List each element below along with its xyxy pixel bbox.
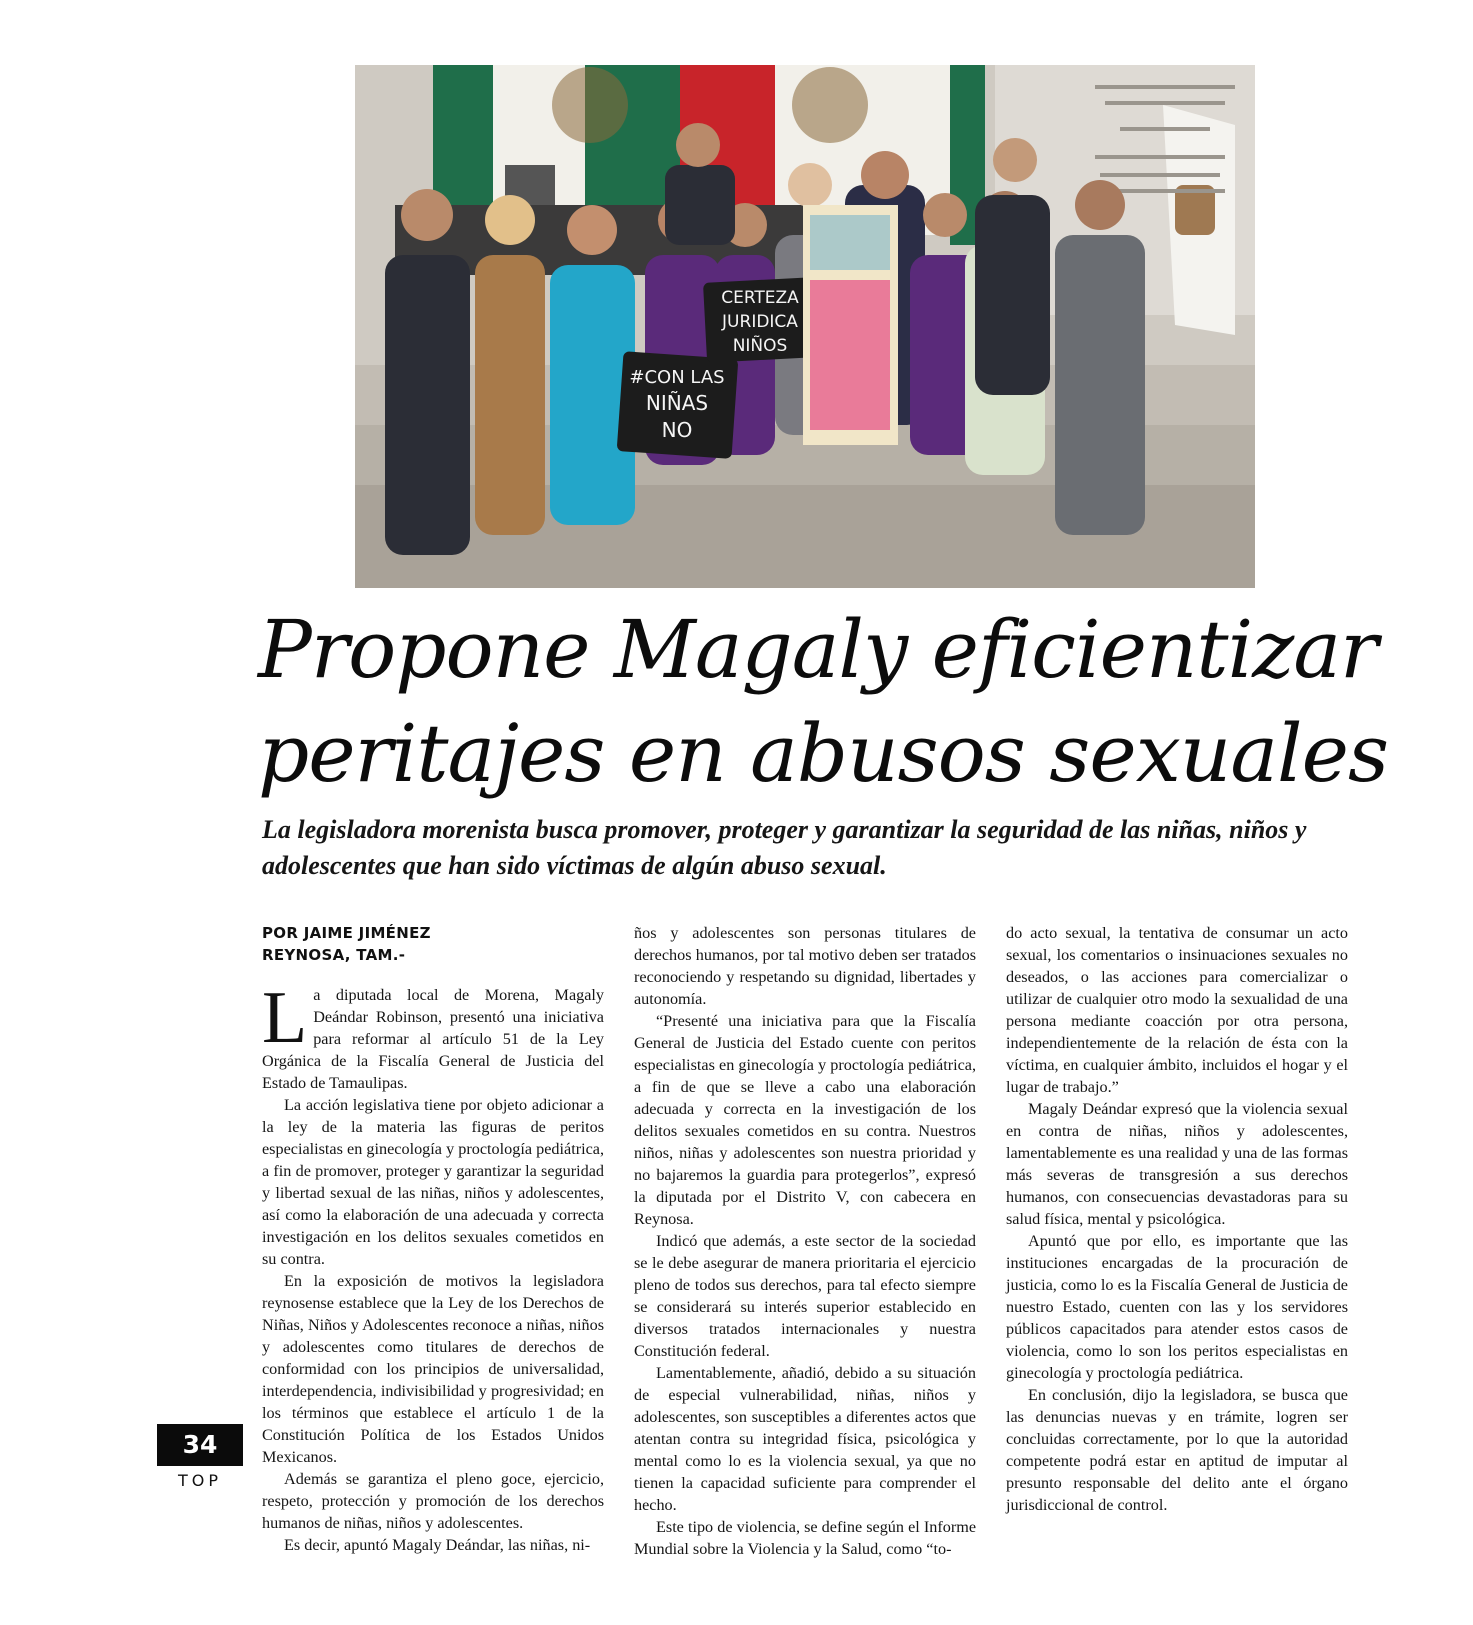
sign-1-line-2: NIÑAS xyxy=(645,391,709,415)
protest-sign-2 xyxy=(703,277,817,363)
sign-1-line-3: NO xyxy=(661,418,693,442)
publication-label: TOP xyxy=(177,1471,222,1490)
byline xyxy=(262,922,602,966)
paragraph-11: do acto sexual, la tentativa de consumar un acto sexual, los comentarios o insinuaciones sexuales no deseados, o las acciones para comercializar o utilizar de cualquier otro modo la sexualidad de una persona mediante coacción por otra persona, independientemente de la relación de ésta con la víctima, en cualquier ámbito, incluidos el hogar y el lugar de trabajo.” xyxy=(1006,924,1348,1096)
paragraph-12: Magaly Deándar expresó que la violencia sexual en contra de niñas, niños y adolescentes, lamentablemente es una realidad y una de las formas más severas de transgresión a sus derechos humanos, con consecuencias devastadoras para su salud física, mental y psicológica. xyxy=(1006,1100,1348,1228)
page-number: 34 xyxy=(157,1424,243,1466)
paragraph-1 xyxy=(262,977,604,1094)
drop-cap: L xyxy=(262,977,308,1059)
poster-banner xyxy=(803,205,898,445)
protest-sign-1 xyxy=(617,351,739,459)
article-headline xyxy=(258,598,1389,806)
article-column-2 xyxy=(634,922,976,1560)
coat-of-arms-icon xyxy=(792,67,868,143)
paragraph-1-text: a diputada local de Morena, Magaly Deándar Robinson, presentó una iniciativa para reformar al artículo 51 de la Ley Orgánica de la Fiscalía General de Justicia del Estado de Tamaulipas. xyxy=(262,986,604,1092)
paragraph-13: Apuntó que por ello, es importante que las instituciones encargadas de la procuración de justicia, como lo es la Fiscalía General de Justicia de nuestro Estado, cuenten con las y los servidores públicos capacitados para atender estos casos de violencia, como lo son los peritos especialistas en ginecología y proctología pediátrica. xyxy=(1006,1232,1348,1382)
paragraph-6: ños y adolescentes son personas titulares de derechos humanos, por tal motivo deben ser tratados reconociendo y respetando su dignidad, libertades y autonomía. xyxy=(634,924,976,1008)
paragraph-7: “Presenté una iniciativa para que la Fiscalía General de Justicia del Estado cuente con peritos especialistas en ginecología y proctología pediátrica, a fin de que se lleve a cabo una elaboración adecuada y correcta en la investigación de los delitos sexuales cometidos en su contra. Nuestros niños, niñas y adolescentes son nuestra prioridad y no bajaremos la guardia para protegerlos”, expresó la diputada por el Distrito V, con cabecera en Reynosa. xyxy=(634,1012,976,1228)
sign-2-line-2: JURIDICA xyxy=(722,312,798,332)
article-deck: La legisladora morenista busca promover, proteger y garantizar la seguridad de las niñas, niños y adolescentes que han sido víctimas de algún abuso sexual. xyxy=(262,815,1307,880)
article-photo xyxy=(355,65,1255,588)
paragraph-5: Es decir, apuntó Magaly Deándar, las niñas, ni- xyxy=(284,1536,591,1554)
flag-green-left xyxy=(433,65,493,215)
paragraph-8: Indicó que además, a este sector de la sociedad se le debe asegurar de manera prioritaria el ejercicio pleno de todos sus derechos, para tal efecto siempre se considerará su interés superior establecido en diversos tratados internacionales y nuestra Constitución federal. xyxy=(634,1232,976,1360)
sign-2-line-3: NIÑOS xyxy=(732,336,788,356)
byline-author: POR JAIME JIMÉNEZ xyxy=(262,924,431,942)
coat-of-arms-icon xyxy=(552,67,628,143)
headline-line-1: Propone Magaly eficientizar xyxy=(258,603,1378,696)
paragraph-4: Además se garantiza el pleno goce, ejercicio, respeto, protección y promoción de los derechos humanos de niñas, niños y adolescentes. xyxy=(262,1470,604,1532)
byline-place: REYNOSA, TAM.- xyxy=(262,946,406,964)
group-photo-illustration xyxy=(355,65,1255,588)
sign-2-line-1: CERTEZA xyxy=(721,288,799,308)
headline-line-2: peritajes en abusos sexuales xyxy=(258,707,1389,800)
paragraph-2: La acción legislativa tiene por objeto adicionar a la ley de la materia las figuras de peritos especialistas en ginecología y proctología pediátrica, a fin de promover, proteger y garantizar la seguridad y libertad sexual de las niñas, niños y adolescentes, así como la elaboración de una adecuada y correcta investigación en los delitos sexuales cometidos en su contra. xyxy=(262,1096,604,1268)
article-column-3 xyxy=(1006,922,1348,1516)
paragraph-3: En la exposición de motivos la legisladora reynosense establece que la Ley de los Derechos de Niñas, Niños y Adolescentes reconoce a niñas, niños y adolescentes como titulares de derechos de conformidad con los principios de universalidad, interdependencia, indivisibilidad y progresividad; en los términos que establece el artículo 1 de la Constitución Política de los Estados Unidos Mexicanos. xyxy=(262,1272,604,1466)
sign-1-line-1: #CON LAS xyxy=(629,367,725,388)
paragraph-10: Este tipo de violencia, se define según el Informe Mundial sobre la Violencia y la Salud, como “to- xyxy=(634,1518,976,1558)
paragraph-14: En conclusión, dijo la legisladora, se busca que las denuncias nuevas y en trámite, logren ser concluidas correctamente, por lo que la autoridad competente podrá estar en aptitud de imputar al presunto responsable del delito ante el órgano jurisdiccional de control. xyxy=(1006,1386,1348,1514)
article-column-1 xyxy=(262,977,604,1556)
paragraph-9: Lamentablemente, añadió, debido a su situación de especial vulnerabilidad, niñas, niños y adolescentes, son susceptibles a diferentes actos que atentan contra su integridad física, psicológica y mental como lo es la violencia sexual, ya que no tienen la capacidad suficiente para comprender el hecho. xyxy=(634,1364,976,1514)
